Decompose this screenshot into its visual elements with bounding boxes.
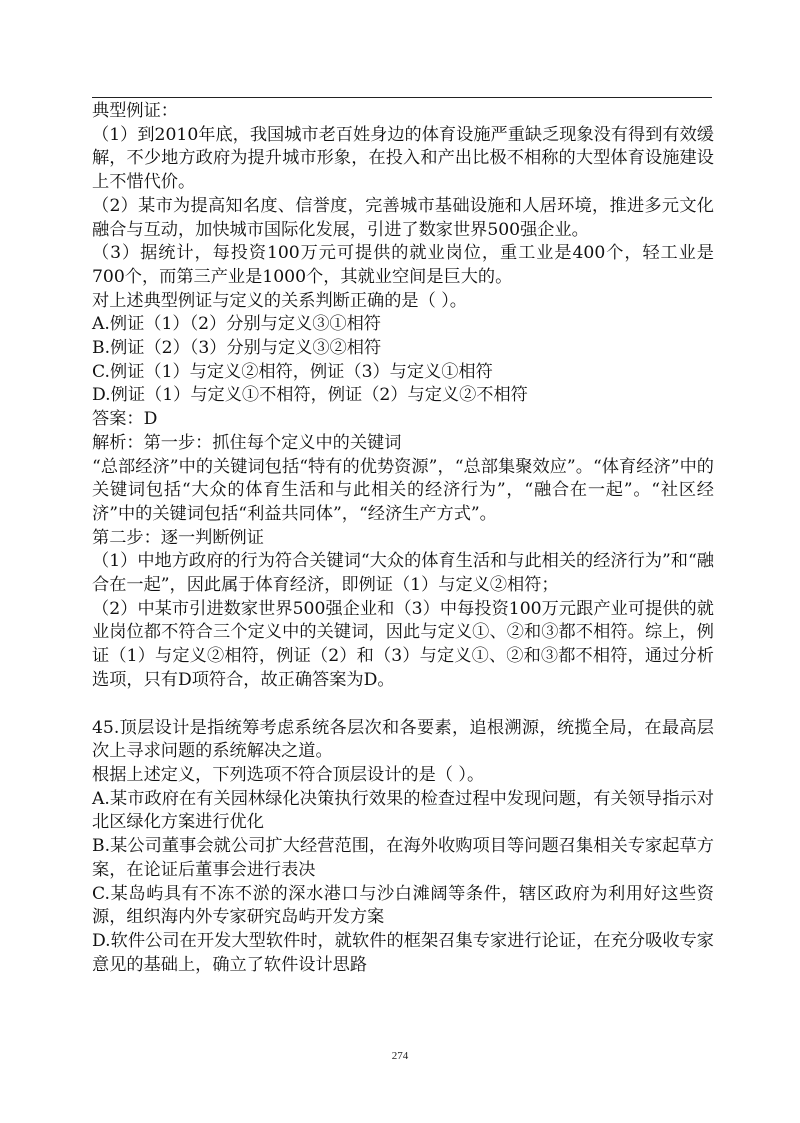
question-45: 根据上述定义，下列选项不符合顶层设计的是（ ）。 [92,764,485,785]
answer: 答案：D [92,409,158,430]
example-2: （2）某市为提高知名度、信誉度，完善城市基础设施和人居环境，推进多元文化融合与互动，加快城市国际化发展，引进了数家世界500强企业。 [92,195,714,240]
option-b: B.例证（2）（3）分别与定义③②相符 [92,338,382,359]
option-c: C.例证（1）与定义②相符，例证（3）与定义①相符 [92,361,493,382]
q45-option-a: A.某市政府在有关园林绿化决策执行效果的检查过程中发现问题，有关领导指示对北区绿化方案进行优化 [92,788,714,833]
analysis-keywords: “总部经济”中的关键词包括“特有的优势资源”，“总部集聚效应”。“体育经济”中的关键词包括“大众的体育生活和与此相关的经济行为”，“融合在一起”。“社区经济”中的关键词包括“利益共同体”，“经济生产方式”。 [92,456,714,524]
example-3: （3）据统计，每投资100万元可提供的就业岗位，重工业是400个，轻工业是700个，而第三产业是1000个，其就业空间是巨大的。 [92,243,714,287]
analysis-example-1: （1）中地方政府的行为符合关键词“大众的体育生活和与此相关的经济行为”和“融合在一起”，因此属于体育经济，即例证（1）与定义②相符； [92,551,714,596]
q45-option-c: C.某岛屿具有不冻不淤的深水港口与沙白滩阔等条件，辖区政府为利用好这些资源，组织海内外专家研究岛屿开发方案 [92,883,714,928]
question-44: 对上述典型例证与定义的关系判断正确的是（ ）。 [92,290,467,311]
q45-option-d: D.软件公司在开发大型软件时，就软件的框架召集专家进行论证，在充分吸收专家意见的基础上，确立了软件设计思路 [92,930,714,975]
q45-option-b: B.某公司董事会就公司扩大经营范围，在海外收购项目等问题召集相关专家起草方案，在论证后董事会进行表决 [92,836,714,880]
analysis-step-2: 第二步：逐一判断例证 [92,527,264,548]
analysis-conclusion: （2）中某市引进数家世界500强企业和（3）中每投资100万元跟产业可提供的就业岗位都不符合三个定义中的关键词，因此与定义①、②和③都不相符。综上，例证（1）与定义②相符，例证（2）和（3）与定义①、②和③都不相符，通过分析选项，只有D项符合，故正确答案为D。 [92,598,714,690]
header-rule [92,97,712,98]
option-d: D.例证（1）与定义①不相符，例证（2）与定义②不相符 [92,385,528,406]
page-number: 274 [391,1050,409,1062]
spacer [92,693,714,717]
question-45-stem: 45.顶层设计是指统筹考虑系统各层次和各要素，追根溯源，统揽全局，在最高层次上寻求问题的系统解决之道。 [92,717,714,762]
analysis-step-1: 解析：第一步：抓住每个定义中的关键词 [92,432,402,453]
option-a: A.例证（1）（2）分别与定义③①相符 [92,314,381,335]
example-1: （1）到2010年底，我国城市老百姓身边的体育设施严重缺乏现象没有得到有效缓解，不少地方政府为提升城市形象，在投入和产出比极不相称的大型体育设施建设上不惜代价。 [92,124,714,193]
examples-heading: 典型例证： [92,101,178,121]
page-content [92,100,714,977]
